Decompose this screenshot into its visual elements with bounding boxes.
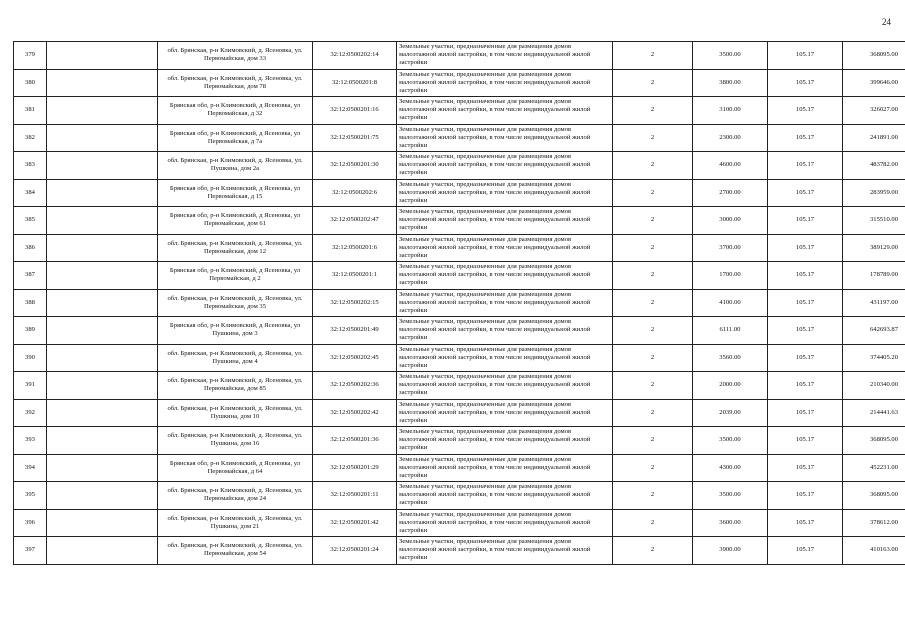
row-number-cell: 392 (14, 399, 47, 427)
address-cell: обл. Брянская, р-н Климовский, д. Ясеновка, ул. Первомайская, дом 24 (158, 482, 313, 510)
area-cell: 3500.00 (693, 427, 768, 455)
empty-cell (47, 207, 158, 235)
cadastral-value-cell: 178789.00 (843, 262, 905, 290)
row-number-cell: 396 (14, 509, 47, 537)
row-number-cell: 388 (14, 289, 47, 317)
permitted-use-cell: Земельные участки, предназначенные для размещения домов малоэтажной жилой застройки, в том числе индивидуальной жилой застройки (397, 509, 613, 537)
cadastral-number-cell: 32:12:0500201:8 (313, 69, 397, 97)
category-cell: 2 (613, 97, 693, 125)
row-number-cell: 382 (14, 124, 47, 152)
cadastral-number-cell: 32:12:0500202:14 (313, 42, 397, 70)
address-cell: Брянская обл, р-н Климовский, д Ясеновка, ул Пушкина, дом 3 (158, 317, 313, 345)
permitted-use-cell: Земельные участки, предназначенные для размещения домов малоэтажной жилой застройки, в том числе индивидуальной жилой застройки (397, 262, 613, 290)
table-row (14, 372, 905, 400)
empty-cell (47, 234, 158, 262)
empty-cell (47, 372, 158, 400)
address-cell: Брянская обл, р-н Климовский, д Ясеновка, ул Первомайская, д 32 (158, 97, 313, 125)
table-row (14, 262, 905, 290)
cadastral-value-cell: 389129.00 (843, 234, 905, 262)
empty-cell (47, 152, 158, 180)
category-cell: 2 (613, 372, 693, 400)
rate-cell: 105.17 (768, 69, 843, 97)
cadastral-value-cell: 378612.00 (843, 509, 905, 537)
table-row (14, 289, 905, 317)
table-row (14, 69, 905, 97)
rate-cell: 105.17 (768, 344, 843, 372)
cadastral-value-cell: 315510.00 (843, 207, 905, 235)
cadastral-number-cell: 32:12:0500201:75 (313, 124, 397, 152)
area-cell: 3100.00 (693, 97, 768, 125)
cadastral-value-cell: 210340.00 (843, 372, 905, 400)
cadastral-number-cell: 32:12:0500202:15 (313, 289, 397, 317)
row-number-cell: 389 (14, 317, 47, 345)
category-cell: 2 (613, 537, 693, 565)
address-cell: Брянская обл, р-н Климовский, д Ясеновка, ул Первомайская, д 64 (158, 454, 313, 482)
permitted-use-cell: Земельные участки, предназначенные для размещения домов малоэтажной жилой застройки, в том числе индивидуальной жилой застройки (397, 317, 613, 345)
area-cell: 3000.00 (693, 207, 768, 235)
permitted-use-cell: Земельные участки, предназначенные для размещения домов малоэтажной жилой застройки, в том числе индивидуальной жилой застройки (397, 537, 613, 565)
permitted-use-cell: Земельные участки, предназначенные для размещения домов малоэтажной жилой застройки, в том числе индивидуальной жилой застройки (397, 399, 613, 427)
cadastral-number-cell: 32:12:0500201:11 (313, 482, 397, 510)
row-number-cell: 380 (14, 69, 47, 97)
area-cell: 2039.00 (693, 399, 768, 427)
empty-cell (47, 317, 158, 345)
cadastral-number-cell: 32:12:0500202:47 (313, 207, 397, 235)
row-number-cell: 387 (14, 262, 47, 290)
table-row (14, 179, 905, 207)
empty-cell (47, 262, 158, 290)
rate-cell: 105.17 (768, 124, 843, 152)
rate-cell: 105.17 (768, 179, 843, 207)
rate-cell: 105.17 (768, 42, 843, 70)
address-cell: обл. Брянская, р-н Климовский, д. Ясеновка, ул. Пушкина, дом 21 (158, 509, 313, 537)
cadastral-number-cell: 32:12:0500201:1 (313, 262, 397, 290)
row-number-cell: 385 (14, 207, 47, 235)
rate-cell: 105.17 (768, 399, 843, 427)
address-cell: обл. Брянская, р-н Климовский, д. Ясеновка, ул. Пушкина, дом 4 (158, 344, 313, 372)
empty-cell (47, 399, 158, 427)
category-cell: 2 (613, 509, 693, 537)
address-cell: обл. Брянская, р-н Климовский, д. Ясеновка, ул. Пушкина, дом 10 (158, 399, 313, 427)
category-cell: 2 (613, 152, 693, 180)
row-number-cell: 379 (14, 42, 47, 70)
row-number-cell: 395 (14, 482, 47, 510)
empty-cell (47, 42, 158, 70)
table-row (14, 454, 905, 482)
table-row (14, 537, 905, 565)
area-cell: 3500.00 (693, 42, 768, 70)
rate-cell: 105.17 (768, 454, 843, 482)
area-cell: 3500.00 (693, 482, 768, 510)
empty-cell (47, 179, 158, 207)
category-cell: 2 (613, 234, 693, 262)
rate-cell: 105.17 (768, 509, 843, 537)
area-cell: 3600.00 (693, 509, 768, 537)
category-cell: 2 (613, 317, 693, 345)
category-cell: 2 (613, 399, 693, 427)
area-cell: 4600.00 (693, 152, 768, 180)
permitted-use-cell: Земельные участки, предназначенные для размещения домов малоэтажной жилой застройки, в том числе индивидуальной жилой застройки (397, 69, 613, 97)
table-row (14, 207, 905, 235)
cadastral-value-cell: 326027.00 (843, 97, 905, 125)
area-cell: 3800.00 (693, 69, 768, 97)
row-number-cell: 390 (14, 344, 47, 372)
area-cell: 1700.00 (693, 262, 768, 290)
rate-cell: 105.17 (768, 97, 843, 125)
empty-cell (47, 289, 158, 317)
table-row (14, 509, 905, 537)
cadastral-value-cell: 374405.20 (843, 344, 905, 372)
cadastral-number-cell: 32:12:0500201:16 (313, 97, 397, 125)
cadastral-number-cell: 32:12:0500202:45 (313, 344, 397, 372)
rate-cell: 105.17 (768, 207, 843, 235)
empty-cell (47, 454, 158, 482)
rate-cell: 105.17 (768, 234, 843, 262)
row-number-cell: 391 (14, 372, 47, 400)
area-cell: 2000.00 (693, 372, 768, 400)
registry-table-body (14, 42, 905, 565)
cadastral-number-cell: 32:12:0500201:36 (313, 427, 397, 455)
permitted-use-cell: Земельные участки, предназначенные для размещения домов малоэтажной жилой застройки, в том числе индивидуальной жилой застройки (397, 289, 613, 317)
table-row (14, 124, 905, 152)
address-cell: обл. Брянская, р-н Климовский, д. Ясеновка, ул. Первомайская, дом 35 (158, 289, 313, 317)
rate-cell: 105.17 (768, 427, 843, 455)
cadastral-number-cell: 32:12:0500201:49 (313, 317, 397, 345)
row-number-cell: 384 (14, 179, 47, 207)
row-number-cell: 394 (14, 454, 47, 482)
cadastral-value-cell: 431197.00 (843, 289, 905, 317)
permitted-use-cell: Земельные участки, предназначенные для размещения домов малоэтажной жилой застройки, в том числе индивидуальной жилой застройки (397, 234, 613, 262)
row-number-cell: 381 (14, 97, 47, 125)
permitted-use-cell: Земельные участки, предназначенные для размещения домов малоэтажной жилой застройки, в том числе индивидуальной жилой застройки (397, 482, 613, 510)
rate-cell: 105.17 (768, 289, 843, 317)
category-cell: 2 (613, 69, 693, 97)
cadastral-value-cell: 241891.00 (843, 124, 905, 152)
empty-cell (47, 537, 158, 565)
address-cell: Брянская обл, р-н Климовский, д Ясеновка, ул Первомайская, д 15 (158, 179, 313, 207)
address-cell: обл. Брянская, р-н Климовский, д. Ясеновка, ул. Первомайская, дом 12 (158, 234, 313, 262)
category-cell: 2 (613, 427, 693, 455)
cadastral-value-cell: 642693.87 (843, 317, 905, 345)
cadastral-value-cell: 410163.00 (843, 537, 905, 565)
address-cell: Брянская обл, р-н Климовский, д Ясеновка, ул Первомайская, д 2 (158, 262, 313, 290)
cadastral-number-cell: 32:12:0500201:42 (313, 509, 397, 537)
empty-cell (47, 69, 158, 97)
row-number-cell: 393 (14, 427, 47, 455)
empty-cell (47, 482, 158, 510)
row-number-cell: 386 (14, 234, 47, 262)
cadastral-value-cell: 483782.00 (843, 152, 905, 180)
cadastral-value-cell: 368095.00 (843, 42, 905, 70)
category-cell: 2 (613, 179, 693, 207)
permitted-use-cell: Земельные участки, предназначенные для размещения домов малоэтажной жилой застройки, в том числе индивидуальной жилой застройки (397, 372, 613, 400)
table-row (14, 42, 905, 70)
category-cell: 2 (613, 262, 693, 290)
table-row (14, 97, 905, 125)
cadastral-number-cell: 32:12:0500202:36 (313, 372, 397, 400)
permitted-use-cell: Земельные участки, предназначенные для размещения домов малоэтажной жилой застройки, в том числе индивидуальной жилой застройки (397, 179, 613, 207)
address-cell: обл. Брянская, р-н Климовский, д. Ясеновка, ул. Первомайская, дом 85 (158, 372, 313, 400)
rate-cell: 105.17 (768, 482, 843, 510)
row-number-cell: 397 (14, 537, 47, 565)
cadastral-value-cell: 399646.00 (843, 69, 905, 97)
address-cell: Брянская обл, р-н Климовский, д Ясеновка, ул Первомайская, дом 61 (158, 207, 313, 235)
area-cell: 4300.00 (693, 454, 768, 482)
cadastral-value-cell: 283959.00 (843, 179, 905, 207)
permitted-use-cell: Земельные участки, предназначенные для размещения домов малоэтажной жилой застройки, в том числе индивидуальной жилой застройки (397, 454, 613, 482)
address-cell: обл. Брянская, р-н Климовский, д. Ясеновка, ул. Первомайская, дом 78 (158, 69, 313, 97)
permitted-use-cell: Земельные участки, предназначенные для размещения домов малоэтажной жилой застройки, в том числе индивидуальной жилой застройки (397, 42, 613, 70)
cadastral-number-cell: 32:12:0500201:29 (313, 454, 397, 482)
table-row (14, 399, 905, 427)
category-cell: 2 (613, 454, 693, 482)
cadastral-number-cell: 32:12:0500201:24 (313, 537, 397, 565)
row-number-cell: 383 (14, 152, 47, 180)
table-row (14, 482, 905, 510)
cadastral-number-cell: 32:12:0500201:6 (313, 234, 397, 262)
permitted-use-cell: Земельные участки, предназначенные для размещения домов малоэтажной жилой застройки, в том числе индивидуальной жилой застройки (397, 97, 613, 125)
table-row (14, 317, 905, 345)
address-cell: Брянская обл, р-н Климовский, д Ясеновка, ул Первомайская, д 7а (158, 124, 313, 152)
permitted-use-cell: Земельные участки, предназначенные для размещения домов малоэтажной жилой застройки, в том числе индивидуальной жилой застройки (397, 344, 613, 372)
rate-cell: 105.17 (768, 152, 843, 180)
permitted-use-cell: Земельные участки, предназначенные для размещения домов малоэтажной жилой застройки, в том числе индивидуальной жилой застройки (397, 124, 613, 152)
cadastral-number-cell: 32:12:0500202:6 (313, 179, 397, 207)
cadastral-number-cell: 32:12:0500202:42 (313, 399, 397, 427)
cadastral-value-cell: 368095.00 (843, 482, 905, 510)
address-cell: обл. Брянская, р-н Климовский, д. Ясеновка, ул. Первомайская, дом 54 (158, 537, 313, 565)
category-cell: 2 (613, 207, 693, 235)
empty-cell (47, 344, 158, 372)
category-cell: 2 (613, 42, 693, 70)
empty-cell (47, 427, 158, 455)
table-row (14, 234, 905, 262)
address-cell: обл. Брянская, р-н Климовский, д. Ясеновка, ул. Пушкина, дом 2а (158, 152, 313, 180)
rate-cell: 105.17 (768, 262, 843, 290)
area-cell: 2300.00 (693, 124, 768, 152)
permitted-use-cell: Земельные участки, предназначенные для размещения домов малоэтажной жилой застройки, в том числе индивидуальной жилой застройки (397, 152, 613, 180)
cadastral-value-cell: 452231.00 (843, 454, 905, 482)
cadastral-number-cell: 32:12:0500201:30 (313, 152, 397, 180)
area-cell: 4100.00 (693, 289, 768, 317)
empty-cell (47, 124, 158, 152)
cadastral-value-cell: 214441.63 (843, 399, 905, 427)
table-row (14, 152, 905, 180)
area-cell: 2700.00 (693, 179, 768, 207)
land-registry-table (13, 41, 905, 565)
permitted-use-cell: Земельные участки, предназначенные для размещения домов малоэтажной жилой застройки, в том числе индивидуальной жилой застройки (397, 427, 613, 455)
rate-cell: 105.17 (768, 537, 843, 565)
category-cell: 2 (613, 124, 693, 152)
category-cell: 2 (613, 482, 693, 510)
category-cell: 2 (613, 289, 693, 317)
empty-cell (47, 509, 158, 537)
cadastral-value-cell: 368095.00 (843, 427, 905, 455)
page-number: 24 (882, 17, 891, 27)
address-cell: обл. Брянская, р-н Климовский, д. Ясеновка, ул. Первомайская, дом 33 (158, 42, 313, 70)
rate-cell: 105.17 (768, 372, 843, 400)
area-cell: 3560.00 (693, 344, 768, 372)
rate-cell: 105.17 (768, 317, 843, 345)
table-row (14, 344, 905, 372)
empty-cell (47, 97, 158, 125)
address-cell: обл. Брянская, р-н Климовский, д. Ясеновка, ул. Пушкина, дом 16 (158, 427, 313, 455)
permitted-use-cell: Земельные участки, предназначенные для размещения домов малоэтажной жилой застройки, в том числе индивидуальной жилой застройки (397, 207, 613, 235)
category-cell: 2 (613, 344, 693, 372)
area-cell: 3900.00 (693, 537, 768, 565)
area-cell: 6111.00 (693, 317, 768, 345)
area-cell: 3700.00 (693, 234, 768, 262)
table-row (14, 427, 905, 455)
